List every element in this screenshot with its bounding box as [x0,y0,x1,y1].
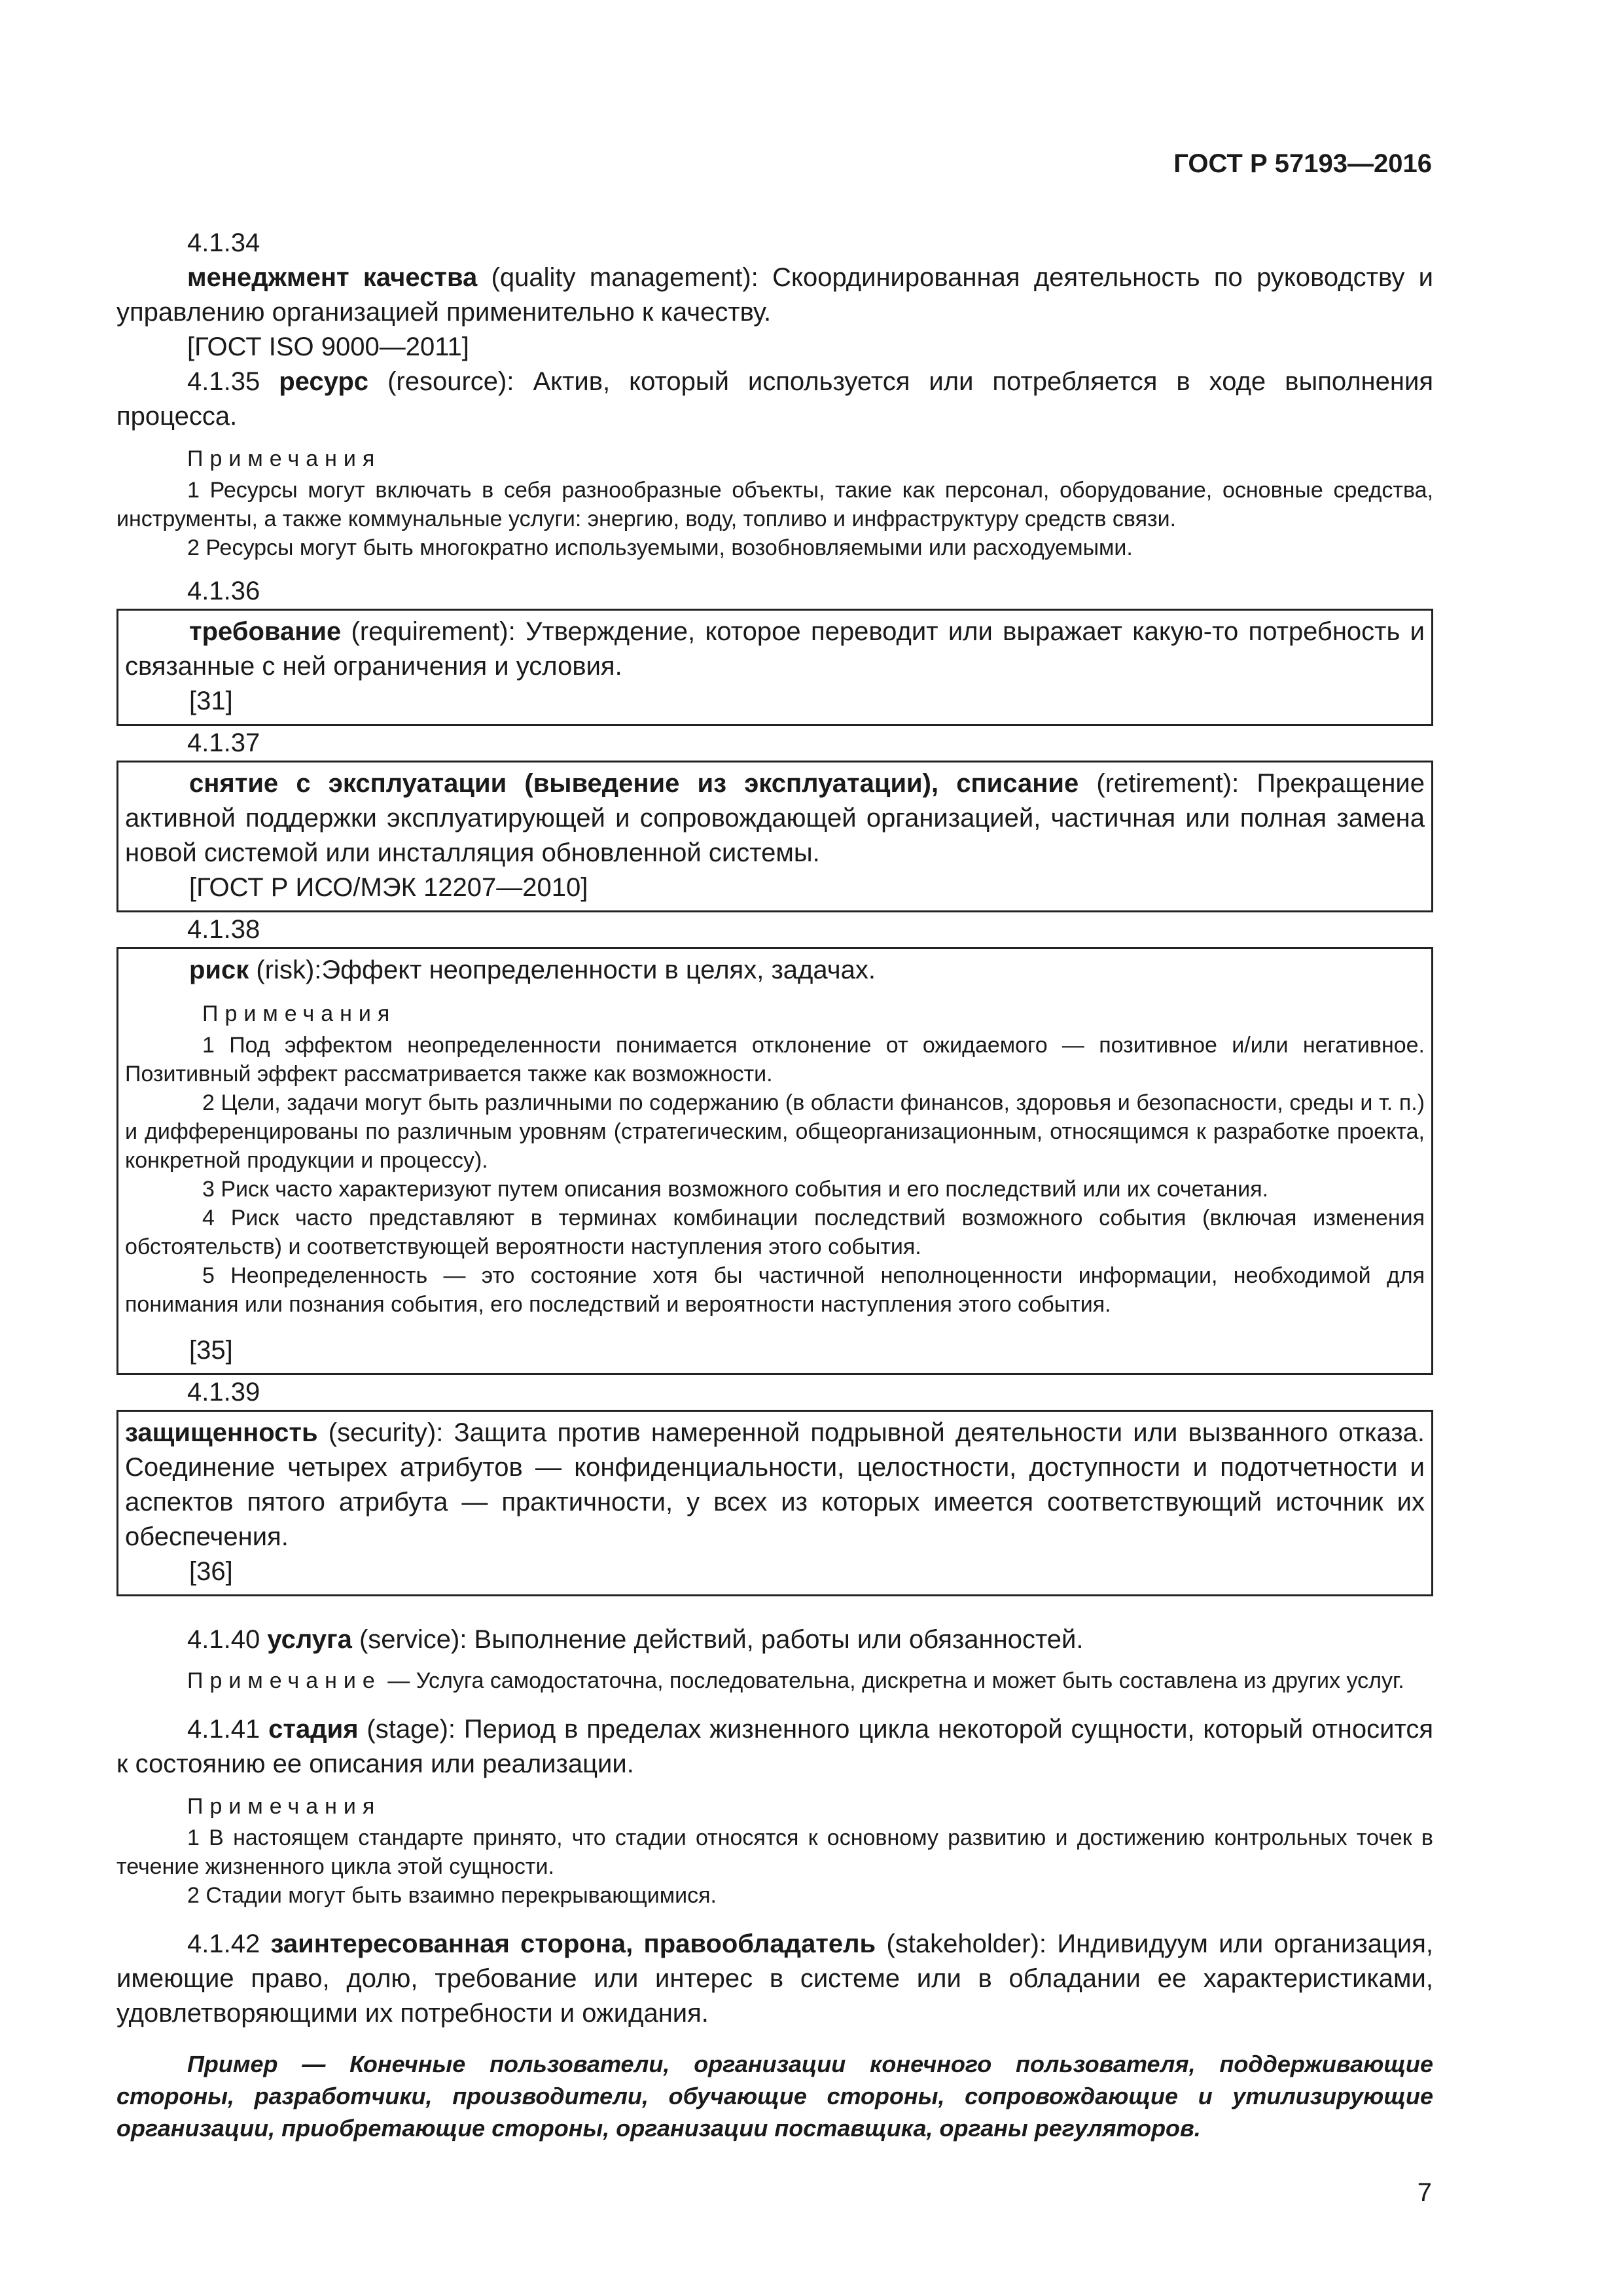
note-item: 1 В настоящем стандарте принято, что стадии относятся к основному развитию и достижению контрольных точек в течение жизненного цикла этой сущности. [116,1825,1433,1879]
term-reference: [31] [189,687,233,715]
definition-text: (risk):Эффект неопределенности в целях, задачах. [249,956,876,984]
note-item: 2 Стадии могут быть взаимно перекрывающимися. [187,1883,717,1908]
term-name: стадия [268,1715,359,1744]
term-definition [116,365,1433,434]
term-number: 4.1.36 [187,577,260,605]
changed-term-box [116,1410,1433,1596]
note-item: 5 Неопределенность — это состояние хотя бы частичной неполноценности информации, необходимой для понимания или познания события, его последствий и вероятности наступления этого события. [125,1263,1425,1317]
term-definition [116,1623,1433,1657]
document-id: ГОСТ Р 57193—2016 [1173,149,1432,178]
term-number: 4.1.40 [187,1625,260,1654]
note-item: 2 Цели, задачи могут быть различными по содержанию (в области финансов, здоровья и безопасности, среды и т. п.) и дифференцированы по различным уровням (стратегическим, общеорганизационным, относящимся к разработке проекта, конкретной продукции и процессу). [125,1090,1425,1173]
term-name: менеджмент качества [187,263,478,292]
page-content [116,226,1433,2144]
term-number: 4.1.38 [187,915,260,944]
term-name: ресурс [279,367,369,396]
definition-text: (stage): Период в пределах жизненного цикла некоторой сущности, который относится к состоянию ее описания или реализации. [116,1715,1433,1778]
term-name: риск [189,956,249,984]
term-reference: [ГОСТ ISO 9000—2011] [187,332,469,361]
definition-text: (quality management): Скоординированная деятельность по руководству и управлению организацией применительно к качеству. [116,263,1433,327]
note-item: 4 Риск часто представляют в терминах комбинации последствий возможного события (включая изменения обстоятельств) и соответствующей вероятности наступления этого события. [125,1206,1425,1259]
term-definition [116,260,1433,330]
term-definition [125,766,1425,870]
definition-text: (requirement): Утверждение, которое переводит или выражает какую-то потребность и связанные с ней ограничения и условия. [125,617,1425,681]
term-definition [125,1416,1425,1554]
changed-term-box [116,947,1433,1375]
definition-text: (retirement): Прекращение активной поддержки эксплуатирующей и сопровождающей организацией, частичная или полная замена новой системой или инсталляция обновленной системы. [125,769,1425,867]
term-number: 4.1.37 [187,728,260,757]
term-reference: [35] [189,1336,233,1365]
term-number: 4.1.34 [187,228,260,257]
term-number: 4.1.39 [187,1378,260,1407]
term-reference: [36] [189,1557,233,1586]
term-definition [125,615,1425,684]
note-item: 1 Ресурсы могут включать в себя разнообразные объекты, такие как персонал, оборудование, основные средства, инструменты, а также коммунальные услуги: энергию, воду, топливо и инфраструктуру средств связи. [116,478,1433,531]
definition-text: (service): Выполнение действий, работы или обязанностей. [351,1625,1084,1654]
definition-text: (security): Защита против намеренной подрывной деятельности или вызванного отказа. Соединение четырех атрибутов — конфиденциальности, целостности, доступности и подотчетности и аспектов пятого атрибута — практичности, у всех из которых имеется соответствующий источник их обеспечения. [125,1418,1425,1551]
term-number: 4.1.41 [187,1715,260,1744]
definition-text: (resource): Актив, который используется или потребляется в ходе выполнения процесса. [116,367,1433,431]
changed-term-box [116,761,1433,912]
notes-title: Примечания [202,1001,397,1026]
page-number: 7 [1417,2178,1432,2207]
notes-title: Примечания [187,446,382,471]
term-reference: [ГОСТ Р ИСО/МЭК 12207—2010] [189,873,588,902]
term-name: заинтересованная сторона, правообладатель [270,1929,876,1958]
note-item: 3 Риск часто характеризуют путем описания возможного события и его последствий или их сочетания. [202,1177,1269,1202]
notes-title: Примечания [187,1794,382,1819]
term-name: требование [189,617,342,646]
term-name: защищенность [125,1418,318,1447]
note-item: 2 Ресурсы могут быть многократно используемыми, возобновляемыми или расходуемыми. [187,535,1133,560]
example-text: Пример — Конечные пользователи, организации конечного пользователя, поддерживающие стороны, разработчики, производители, обучающие стороны, сопровождающие и утилизирующие организации, приобретающие стороны, организации поставщика, органы регуляторов. [116,2051,1433,2142]
term-number: 4.1.35 [187,367,260,396]
note-label: Примечание [187,1668,382,1693]
term-name: услуга [267,1625,352,1654]
term-definition [116,1927,1433,2031]
note-item [116,1666,1433,1695]
note-text: — Услуга самодостаточна, последовательна, дискретна и может быть составлена из других услуг. [381,1668,1404,1693]
term-name: снятие с эксплуатации (выведение из эксплуатации), списание [189,769,1079,798]
changed-term-box [116,609,1433,726]
note-item: 1 Под эффектом неопределенности понимается отклонение от ожидаемого — позитивное и/или негативное. Позитивный эффект рассматривается также как возможности. [125,1033,1425,1086]
definition-text: (stakeholder): Индивидуум или организация, имеющие право, долю, требование или интерес в системе или в обладании ее характеристиками, удовлетворяющими их потребности и ожидания. [116,1929,1433,2028]
term-definition [116,1712,1433,1782]
term-number: 4.1.42 [187,1929,260,1958]
term-definition [125,953,1425,988]
